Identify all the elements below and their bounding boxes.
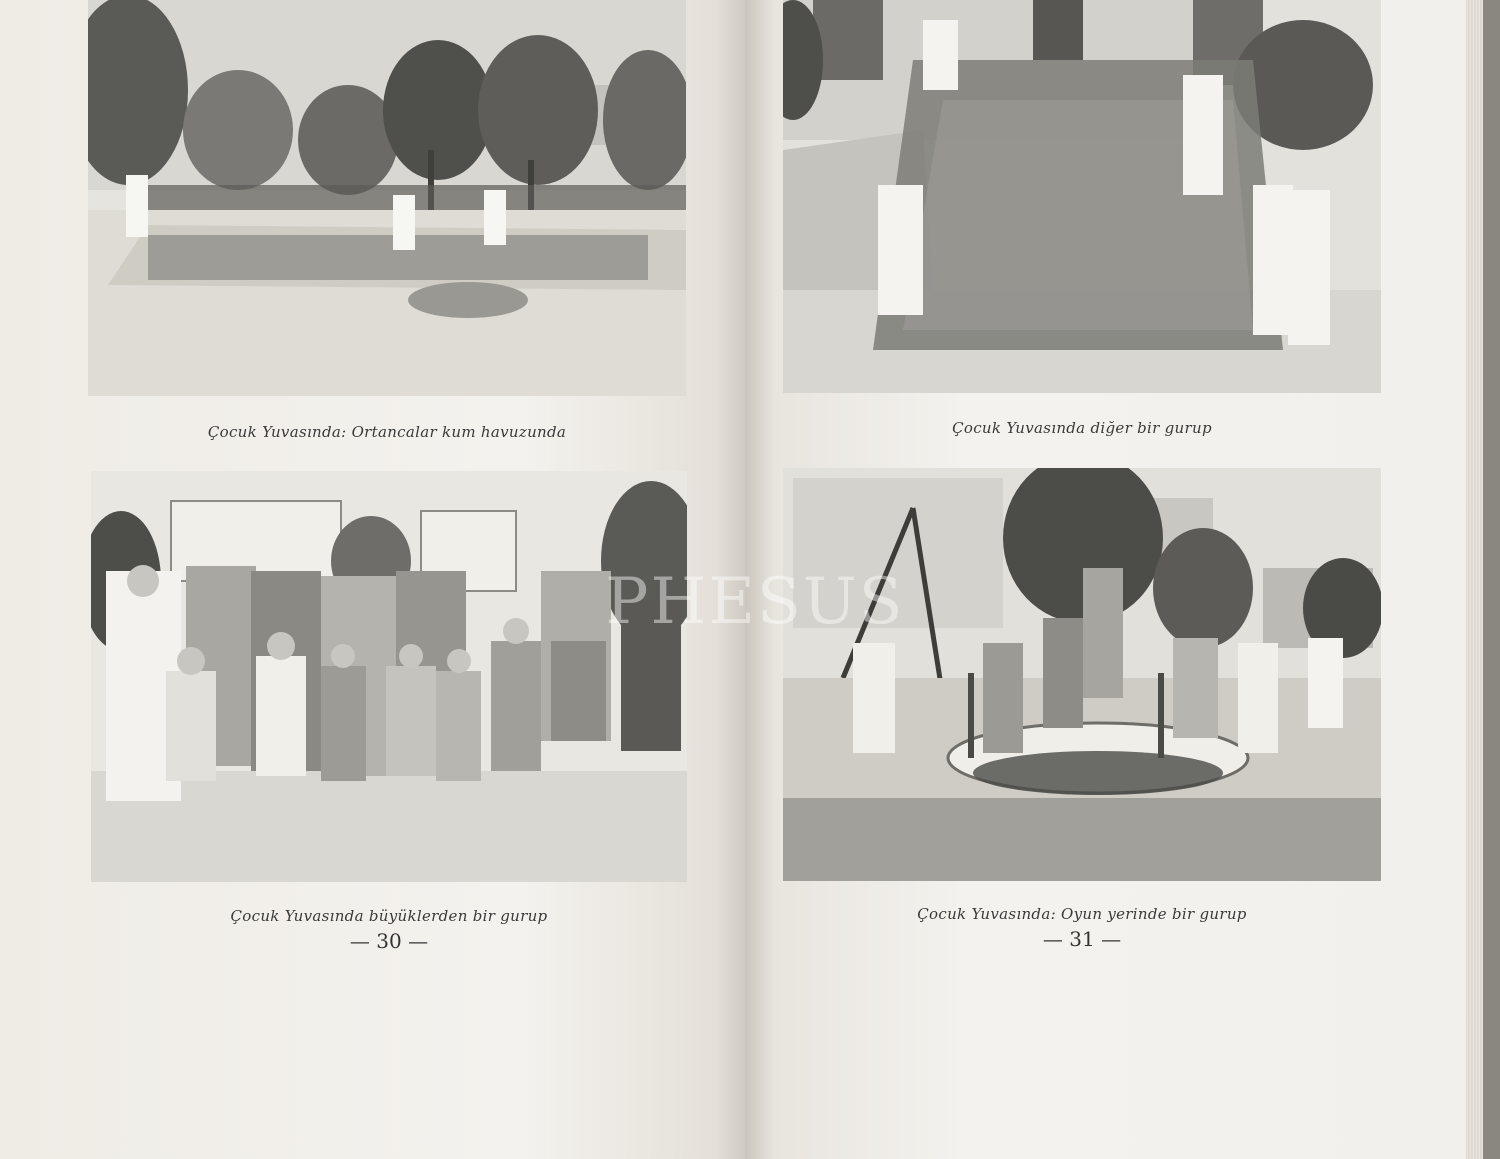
playground-image xyxy=(783,468,1381,881)
photo-large-group xyxy=(783,0,1381,393)
photo-caption-bottom-right: Çocuk Yuvasında: Oyun yerinde bir gurup xyxy=(917,905,1247,923)
photo-caption-top-left: Çocuk Yuvasında: Ortancalar kum havuzunda xyxy=(207,423,567,441)
photo-sandbox xyxy=(88,0,686,396)
page-edge xyxy=(1466,0,1483,1159)
page-number-right: — 31 — xyxy=(1042,927,1122,951)
page-number-left: — 30 — xyxy=(349,929,429,953)
photo-caption-bottom-left: Çocuk Yuvasında büyüklerden bir gurup xyxy=(230,907,548,925)
watermark: PHESUS xyxy=(605,565,905,639)
sandbox-image xyxy=(88,0,686,396)
photo-playground xyxy=(783,468,1381,881)
photo-caption-top-right: Çocuk Yuvasında diğer bir gurup xyxy=(952,419,1212,437)
right-page xyxy=(745,0,1483,1159)
older-group-image xyxy=(91,471,687,882)
left-page xyxy=(0,0,745,1159)
large-group-image xyxy=(783,0,1381,393)
photo-older-group xyxy=(91,471,687,882)
